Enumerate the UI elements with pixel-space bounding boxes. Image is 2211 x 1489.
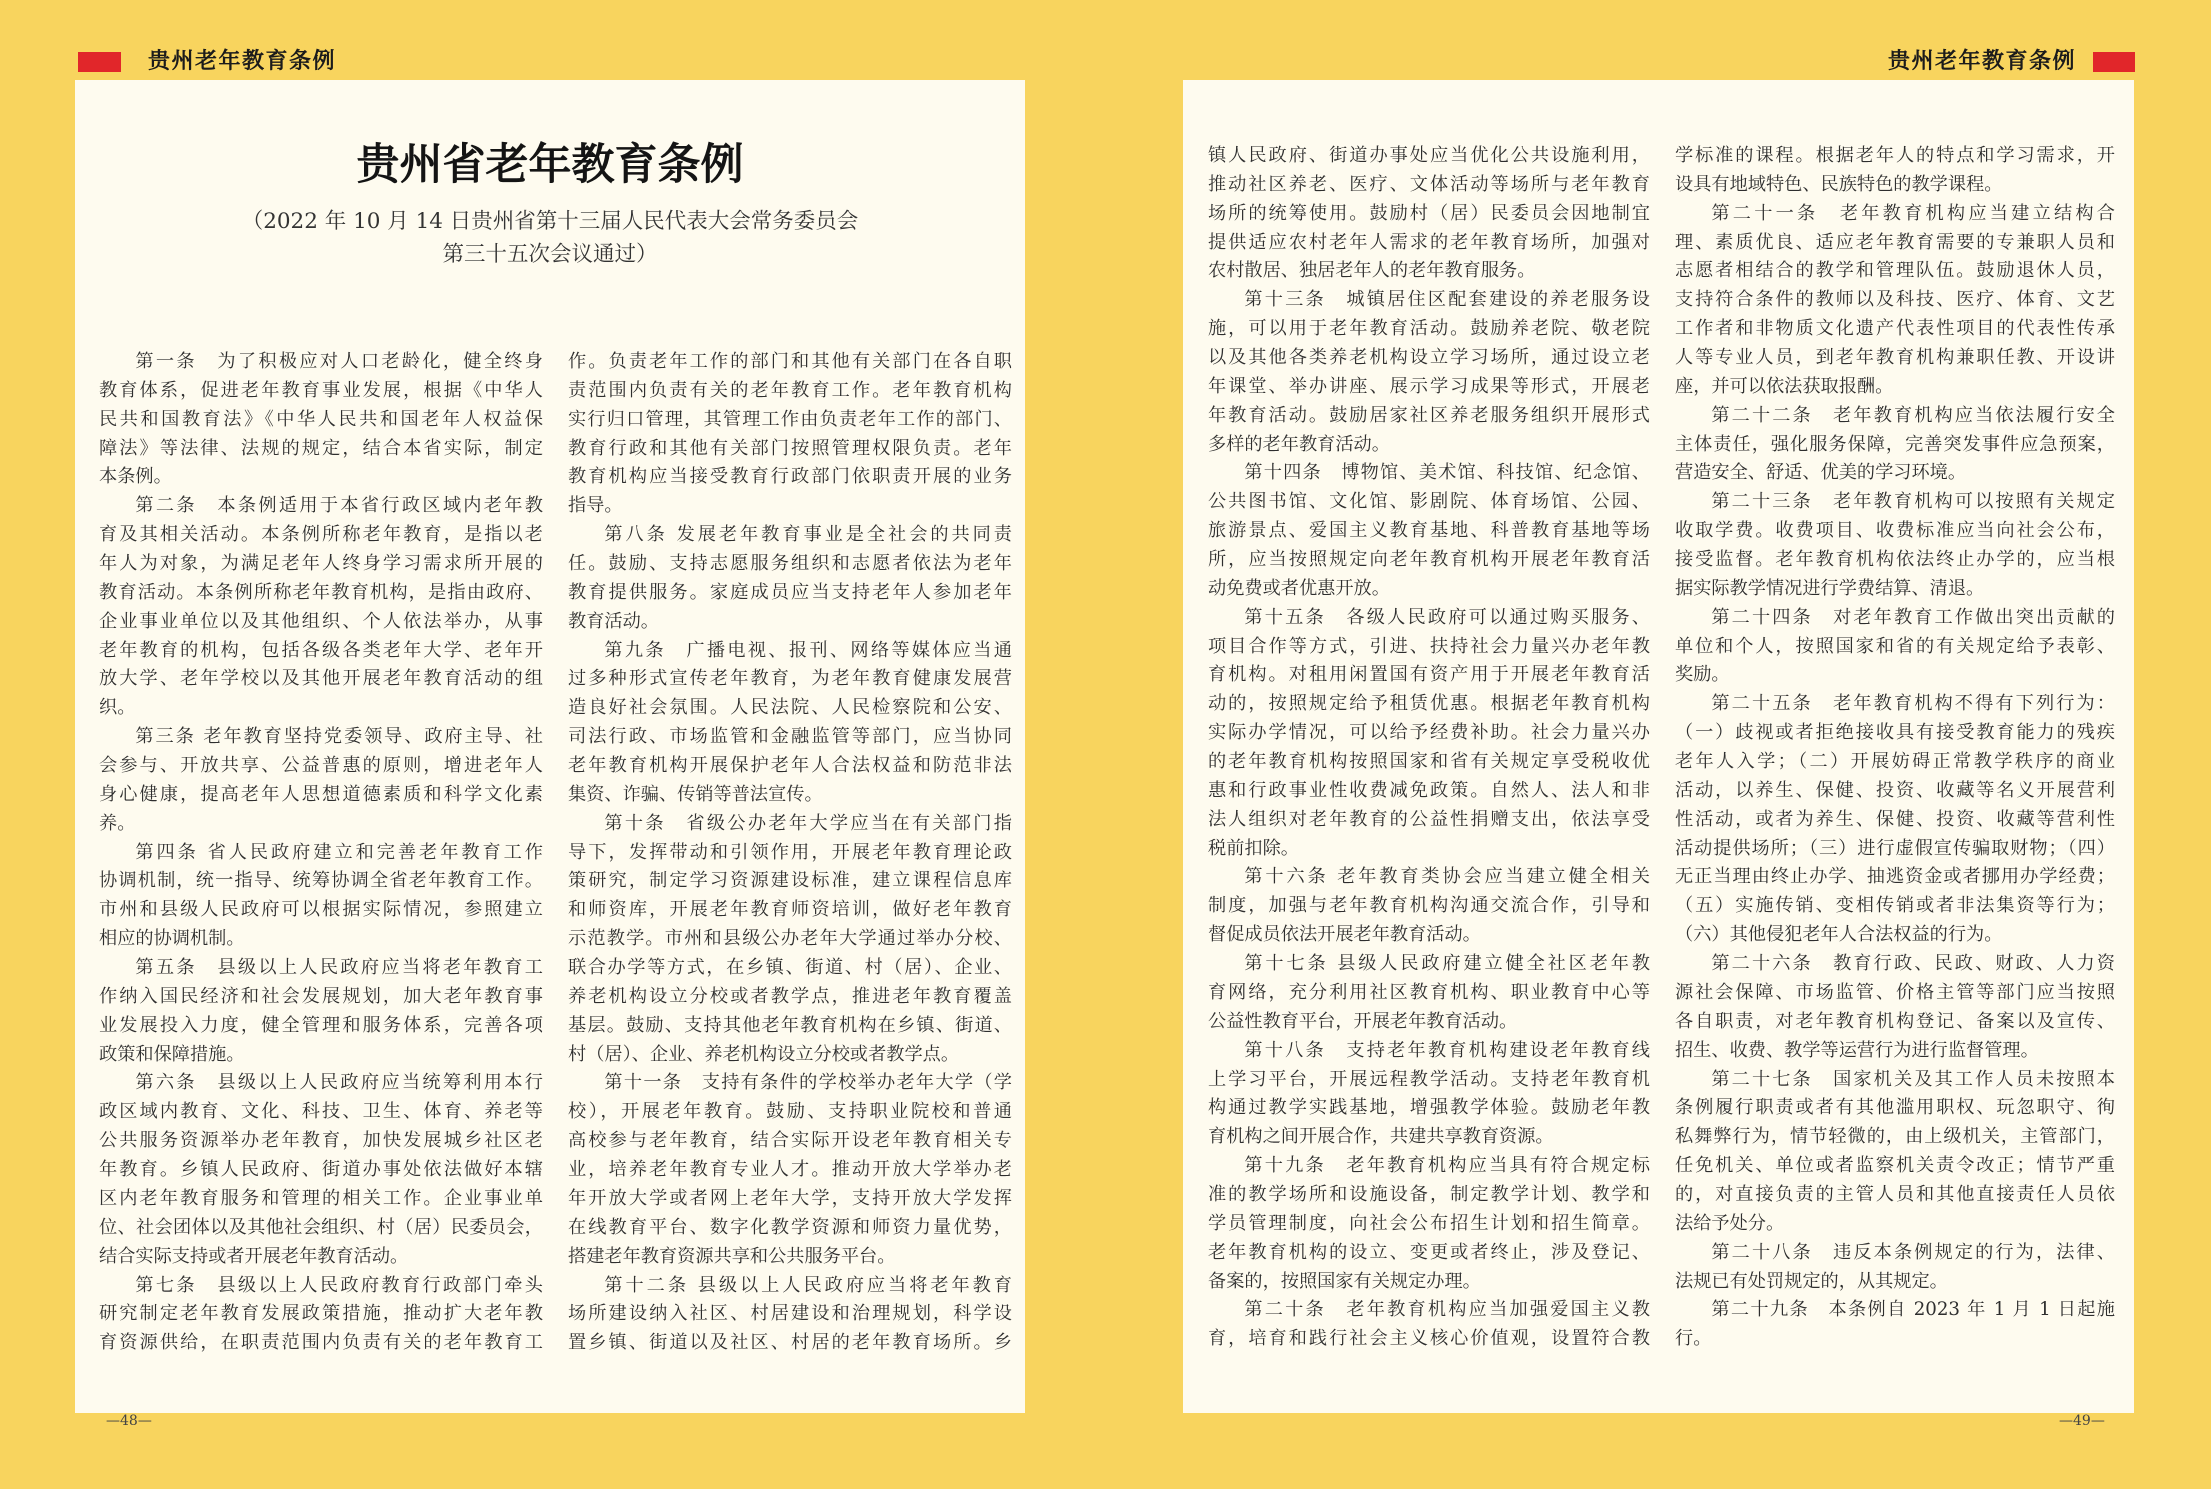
text-line: 年人为对象，为满足老年人终身学习需求所开展的 [99,553,543,575]
text-line: 多样的老年教育活动。 [1208,433,1390,455]
text-line: 导下，发挥带动和引领作用，开展老年教育理论政 [568,841,1012,863]
article-paragraph [1675,1239,2115,1297]
text-line: 第二十一条 老年教育机构应当建立结构合 [1711,202,2115,224]
text-line: 收取学费。收费项目、收费标准应当向社会公布， [1675,520,2115,542]
page-number: —48— [106,1413,152,1429]
text-line: 研究制定老年教育发展政策措施，推动扩大老年教 [99,1303,543,1325]
article-paragraph [99,348,543,492]
text-line: 所，应当按照规定向老年教育机构开展老年教育活 [1208,549,1650,571]
text-line: 人等专业人员，到老年教育机构兼职任教、开设讲 [1675,347,2115,369]
text-line: 年教育活动。鼓励居家社区养老服务组织开展形式 [1208,404,1650,426]
subtitle-line: （2022 年 10 月 14 日贵州省第十三届人民代表大会常务委员会 [241,209,859,234]
text-line: 性活动，或者为养生、保健、投资、收藏等营利性 [1675,808,2115,830]
text-line: 老年人入学；（二）开展妨碍正常教学秩序的商业 [1675,751,2115,773]
text-line: 招生、收费、教学等运营行为进行监督管理。 [1675,1039,2039,1061]
text-line: 的，对直接负责的主管人员和其他直接责任人员依 [1675,1183,2115,1205]
text-line: 提供适应农村老年人需求的老年教育场所，加强对 [1208,231,1650,253]
text-line: 学员管理制度，向社会公布招生计划和招生简章。 [1208,1212,1650,1234]
text-line: 施，可以用于老年教育活动。鼓励养老院、敬老院 [1208,318,1650,340]
text-line: 公益性教育平台，开展老年教育活动。 [1208,1010,1518,1032]
article-paragraph [1208,950,1650,1037]
text-line: 造良好社会氛围。人民法院、人民检察院和公安、 [568,697,1012,719]
text-line: 养。 [99,812,136,834]
text-line: 奖励。 [1675,664,1730,686]
text-line: 作纳入国民经济和社会发展规划，加大老年教育事 [99,985,543,1007]
text-line: 接受监督。老年教育机构依法终止办学的，应当根 [1675,549,2115,571]
text-line: 集资、诈骗、传销等普法宣传。 [568,783,823,805]
text-line: 年课堂、举办讲座、展示学习成果等形式，开展老 [1208,375,1650,397]
text-line: 教育机构应当接受教育行政部门依职责开展的业务 [568,466,1012,488]
text-line: 制度，加强与老年教育机构沟通交流合作，引导和 [1208,895,1650,917]
text-line: 场所的统筹使用。鼓励村（居）民委员会因地制宜 [1208,202,1650,224]
text-line: 第一条 为了积极应对人口老龄化，健全终身 [135,351,543,372]
subtitle-line: 第三十五次会议通过） [442,242,658,267]
text-line: 老年教育机构的设立、变更或者终止，涉及登记、 [1208,1241,1650,1263]
text-line: 督促成员依法开展老年教育活动。 [1208,924,1481,946]
text-line: 税前扣除。 [1208,837,1299,859]
text-line: 法人组织对老年教育的公益性捐赠支出，依法享受 [1208,808,1650,830]
text-line: 第十九条 老年教育机构应当具有符合规定标 [1244,1155,1650,1177]
text-line: 农村散居、独居老年人的老年教育服务。 [1208,260,1536,282]
text-line: 任免机关、单位或者监察机关责令改正；情节严重 [1675,1155,2115,1177]
text-line: 第十六条 老年教育类协会应当建立健全相关 [1244,866,1650,888]
page-number: —49— [2059,1413,2105,1429]
text-line: 第三条 老年教育坚持党委领导、政府主导、社 [135,726,543,748]
text-line: 以及其他各类养老机构设立学习场所，通过设立老 [1208,347,1650,369]
text-line: 责范围内负责有关的老年教育工作。老年教育机构 [568,379,1012,401]
text-line: 活动，以养生、保健、投资、收藏等名义开展营利 [1675,779,2115,801]
text-line: 志愿者相结合的教学和管理队伍。鼓励退休人员， [1675,260,2115,282]
text-column [1208,142,1650,1354]
text-line: 养老机构设立分校或者教学点，推进老年教育覆盖 [568,985,1012,1007]
text-line: 年开放大学或者网上老年大学，支持开放大学发挥 [568,1187,1012,1209]
text-line: 市州和县级人民政府可以根据实际情况，参照建立 [99,899,543,921]
text-line: 第八条 发展老年教育事业是全社会的共同责 [604,524,1012,546]
article-paragraph [99,1069,543,1271]
text-line: 司法行政、市场监管和金融监管等部门，应当协同 [568,726,1012,748]
text-line: 位、社会团体以及其他社会组织、村（居）民委员会， [99,1216,543,1238]
article-paragraph [99,839,543,954]
text-line: 高校参与老年教育，结合实际开设老年教育相关专 [568,1130,1012,1152]
text-line: 惠和行政事业性收费减免政策。自然人、法人和非 [1208,779,1650,801]
text-line: 指导。 [568,495,623,517]
text-line: 镇人民政府、街道办事处应当优化公共设施利用， [1208,145,1650,166]
text-line: 项目合作等方式，引进、扶持社会力量兴办老年教 [1208,635,1650,657]
text-line: 第四条 省人民政府建立和完善老年教育工作 [135,841,543,863]
text-line: 条例履行职责或者有其他滥用职权、玩忽职守、徇 [1675,1097,2115,1119]
article-paragraph [1208,863,1650,950]
text-line: 的老年教育机构按照国家和省有关规定享受税收优 [1208,751,1650,773]
text-line: 场所建设纳入社区、村居建设和治理规划，科学设 [568,1303,1012,1325]
text-line: 育资源供给，在职责范围内负责有关的老年教育工 [99,1332,543,1354]
running-header: 贵州老年教育条例 [1887,49,2076,74]
text-line: 营造安全、舒适、优美的学习环境。 [1675,462,1967,484]
text-line: 第九条 广播电视、报刊、网络等媒体应当通 [604,639,1012,661]
text-line: 设具有地域特色、民族特色的教学课程。 [1675,173,2003,195]
text-line: 动免费或者优惠开放。 [1208,577,1390,599]
text-line: 无正当理由终止办学、抽逃资金或者挪用办学经费； [1675,866,2115,888]
text-line: 第二十九条 本条例自 2023 年 1 月 1 日起施 [1711,1299,2115,1321]
text-line: 区内老年教育服务和管理的相关工作。企业事业单 [99,1187,543,1209]
text-line: （五）实施传销、变相传销或者非法集资等行为； [1675,895,2115,917]
text-line: 动的，按照规定给予租赁优惠。根据老年教育机构 [1208,693,1650,715]
article-paragraph [1208,286,1650,459]
text-line: 第十三条 城镇居住区配套建设的养老服务设 [1244,289,1650,311]
document-subtitle [75,205,1025,271]
article-paragraph [568,1069,1012,1271]
text-line: 第二十条 老年教育机构应当加强爱国主义教 [1244,1299,1650,1321]
text-line: 协调机制，统一指导、统筹协调全省老年教育工作。 [99,870,543,892]
text-line: 搭建老年教育资源共享和公共服务平台。 [568,1245,896,1267]
article-paragraph [99,723,543,838]
text-line: 企业事业单位以及其他组织、个人依法举办，从事 [99,610,543,632]
running-header: 贵州老年教育条例 [148,49,337,74]
text-line: 结合实际支持或者开展老年教育活动。 [99,1245,409,1267]
text-column [1675,142,2115,1354]
article-paragraph [1208,142,1650,286]
text-line: 第二条 本条例适用于本省行政区域内老年教 [135,495,543,517]
article-paragraph [1675,1296,2115,1354]
article-paragraph [1675,1066,2115,1239]
article-paragraph [1675,690,2115,950]
text-line: 过多种形式宣传老年教育，为老年教育健康发展营 [568,668,1012,690]
text-line: 教育活动。 [568,610,659,632]
header-marker [2093,52,2135,72]
text-line: 业发展投入力度，健全管理和服务体系，完善各项 [99,1014,543,1036]
text-line: 织。 [99,697,136,719]
article-paragraph [568,348,1012,521]
text-line: 村（居）、企业、养老机构设立分校或者教学点。 [568,1043,960,1065]
text-line: 第十五条 各级人民政府可以通过购买服务、 [1244,606,1650,628]
text-line: 行。 [1675,1328,1712,1350]
text-line: 第二十五条 老年教育机构不得有下列行为： [1711,693,2115,715]
text-line: 第六条 县级以上人民政府应当统筹利用本行 [135,1072,543,1094]
text-line: 第五条 县级以上人民政府应当将老年教育工 [135,957,543,979]
text-line: 放大学、老年学校以及其他开展老年教育活动的组 [99,668,543,690]
text-line: （一）歧视或者拒绝接收具有接受教育能力的残疾 [1675,722,2115,744]
text-line: 第二十六条 教育行政、民政、财政、人力资 [1711,953,2115,975]
header-marker [78,52,121,72]
text-line: 教育行政和其他有关部门按照管理权限负责。老年 [568,437,1012,459]
text-line: 会参与、开放共享、公益普惠的原则，增进老年人 [99,755,543,777]
article-paragraph [99,1272,543,1359]
text-line: 育机构之间开展合作，共建共享教育资源。 [1208,1126,1554,1148]
text-line: 作。负责老年工作的部门和其他有关部门在各自职 [568,351,1012,372]
article-paragraph [568,1272,1012,1359]
text-column [99,348,543,1358]
article-paragraph [568,637,1012,810]
text-line: 教育体系，促进老年教育事业发展，根据《中华人 [99,379,543,401]
article-paragraph [1675,950,2115,1065]
text-line: 据实际教学情况进行学费结算、清退。 [1675,577,1985,599]
left-page [75,80,1025,1413]
text-line: 第二十二条 老年教育机构应当依法履行安全 [1711,404,2115,426]
text-line: 在线教育平台、数字化教学资源和师资力量优势， [568,1216,1012,1238]
text-line: 理、素质优良、适应老年教育需要的专兼职人员和 [1675,231,2115,253]
text-line: 身心健康，提高老年人思想道德素质和科学文化素 [99,783,543,805]
text-line: 民共和国教育法》《中华人民共和国老年人权益保 [99,408,543,430]
article-paragraph [1208,1152,1650,1296]
text-line: 政策和保障措施。 [99,1043,245,1065]
text-line: 教育活动。本条例所称老年教育机构，是指由政府、 [99,581,543,603]
article-paragraph [1675,488,2115,603]
text-line: 第二十八条 违反本条例规定的行为，法律、 [1711,1241,2115,1263]
text-line: 私舞弊行为，情节轻微的，由上级机关，主管部门， [1675,1126,2115,1148]
text-line: 法给予处分。 [1675,1212,1785,1234]
text-line: 基层。鼓励、支持其他老年教育机构在乡镇、街道、 [568,1014,1012,1036]
text-line: 任。鼓励、支持志愿服务组织和志愿者依法为老年 [568,553,1012,575]
text-line: 年教育。乡镇人民政府、街道办事处依法做好本辖 [99,1159,543,1181]
text-column [568,348,1012,1358]
article-paragraph [1675,402,2115,489]
text-line: 实行归口管理，其管理工作由负责老年工作的部门、 [568,408,1012,430]
text-line: 各自职责，对老年教育机构登记、备案以及宣传、 [1675,1010,2115,1032]
text-line: 置乡镇、街道以及社区、村居的老年教育场所。乡 [568,1332,1012,1354]
text-line: 育机构。对租用闲置国有资产用于开展老年教育活 [1208,664,1650,686]
text-line: 第二十四条 对老年教育工作做出突出贡献的 [1711,606,2115,628]
text-line: 育及其相关活动。本条例所称老年教育，是指以老 [99,524,543,546]
text-line: 第十一条 支持有条件的学校举办老年大学（学 [604,1072,1012,1094]
text-line: 示范教学。市州和县级公办老年大学通过举办分校、 [568,928,1012,950]
text-line: 公共图书馆、文化馆、影剧院、体育场馆、公园、 [1208,491,1650,513]
text-line: 第二十三条 老年教育机构可以按照有关规定 [1711,491,2115,513]
text-line: 育，培育和践行社会主义核心价值观，设置符合教 [1208,1328,1650,1350]
article-paragraph [1208,1296,1650,1354]
text-line: 业，培养老年教育专业人才。推动开放大学举办老 [568,1159,1012,1181]
article-paragraph [1675,604,2115,691]
text-line: 策研究，制定学习资源建设标准，建立课程信息库 [568,870,1012,892]
text-line: 第十七条 县级人民政府建立健全社区老年教 [1244,953,1650,975]
document-title: 贵州省老年教育条例 [356,140,744,190]
text-line: 推动社区养老、医疗、文体活动等场所与老年教育 [1208,173,1650,195]
text-line: 校），开展老年教育。鼓励、支持职业院校和普通 [568,1101,1012,1123]
text-line: 法规已有处罚规定的，从其规定。 [1675,1270,1948,1292]
text-line: 第二十七条 国家机关及其工作人员未按照本 [1711,1068,2115,1090]
text-line: 第七条 县级以上人民政府教育行政部门牵头 [135,1274,543,1296]
text-line: 构通过教学实践基地，增强教学体验。鼓励老年教 [1208,1097,1650,1119]
text-line: 本条例。 [99,466,172,488]
text-line: 准的教学场所和设施设备，制定教学计划、教学和 [1208,1183,1650,1205]
text-line: 上学习平台，开展远程教学活动。支持老年教育机 [1208,1068,1650,1090]
text-line: 实际办学情况，可以给予经费补助。社会力量兴办 [1208,722,1650,744]
text-line: 单位和个人，按照国家和省的有关规定给予表彰、 [1675,635,2115,657]
text-line: 政区域内教育、文化、科技、卫生、体育、养老等 [99,1101,543,1123]
text-line: 联合办学等方式，在乡镇、街道、村（居）、企业、 [568,957,1012,979]
text-line: 座，并可以依法获取报酬。 [1675,375,1894,397]
article-paragraph [1208,459,1650,603]
article-paragraph [1675,200,2115,402]
text-line: 老年教育的机构，包括各级各类老年大学、老年开 [99,639,543,661]
text-line: 学标准的课程。根据老年人的特点和学习需求，开 [1675,145,2115,166]
article-paragraph [1208,1037,1650,1152]
text-line: 第十二条 县级以上人民政府应当将老年教育 [604,1274,1012,1296]
text-line: 育网络，充分利用社区教育机构、职业教育中心等 [1208,981,1650,1003]
text-line: 相应的协调机制。 [99,928,245,950]
article-paragraph [1208,604,1650,864]
text-line: 源社会保障、市场监管、价格主管等部门应当按照 [1675,981,2115,1003]
text-line: 公共服务资源举办老年教育，加快发展城乡社区老 [99,1130,543,1152]
article-paragraph [568,810,1012,1070]
text-line: 旅游景点、爱国主义教育基地、科普教育基地等场 [1208,520,1650,542]
text-line: 老年教育机构开展保护老年人合法权益和防范非法 [568,755,1012,777]
right-page [1183,80,2134,1413]
article-paragraph [99,492,543,723]
text-line: 支持符合条件的教师以及科技、医疗、体育、文艺 [1675,289,2115,311]
text-line: 主体责任，强化服务保障，完善突发事件应急预案， [1675,433,2115,455]
text-line: 工作者和非物质文化遗产代表性项目的代表性传承 [1675,318,2115,340]
text-line: 第十条 省级公办老年大学应当在有关部门指 [604,812,1012,834]
text-line: 第十四条 博物馆、美术馆、科技馆、纪念馆、 [1244,462,1650,484]
text-line: 障法》等法律、法规的规定，结合本省实际，制定 [99,437,543,459]
text-line: 备案的，按照国家有关规定办理。 [1208,1270,1481,1292]
text-line: 活动提供场所；（三）进行虚假宣传骗取财物；（四） [1675,837,2115,859]
text-line: 和师资库，开展老年教育师资培训，做好老年教育 [568,899,1012,921]
article-paragraph [568,521,1012,636]
text-line: （六）其他侵犯老年人合法权益的行为。 [1675,924,2003,946]
article-paragraph [1675,142,2115,200]
article-paragraph [99,954,543,1069]
text-line: 第十八条 支持老年教育机构建设老年教育线 [1244,1039,1650,1061]
text-line: 教育提供服务。家庭成员应当支持老年人参加老年 [568,581,1012,603]
